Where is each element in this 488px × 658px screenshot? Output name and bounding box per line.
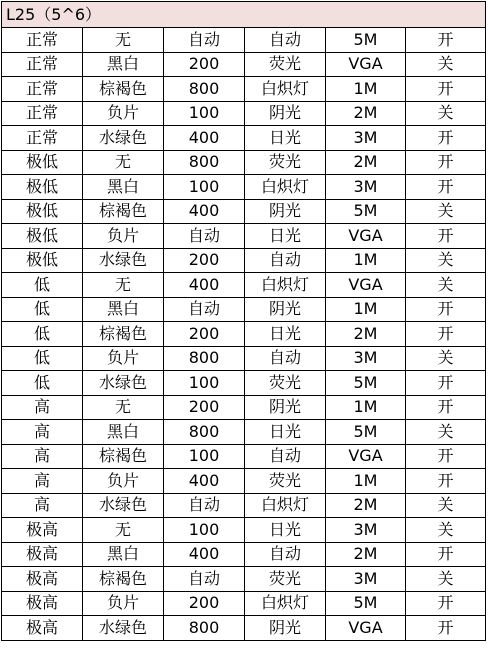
table-cell: 极低 (2, 150, 83, 175)
table-cell: 负片 (83, 346, 164, 371)
table-cell: 白炽灯 (245, 175, 326, 200)
table-cell: 低 (2, 322, 83, 347)
table-cell: 荧光 (245, 469, 326, 494)
table-cell: 负片 (83, 101, 164, 126)
table-cell: 正常 (2, 52, 83, 77)
table-cell: 日光 (245, 518, 326, 543)
table-cell: 开 (406, 322, 486, 347)
table-cell: 开 (406, 297, 486, 322)
table-cell: 3M (326, 567, 406, 592)
table-row (2, 322, 486, 347)
table-cell: 5M (326, 199, 406, 224)
table-cell: 白炽灯 (245, 493, 326, 518)
table-cell: 棕褐色 (83, 322, 164, 347)
table-cell: 阴光 (245, 616, 326, 641)
table-row (2, 567, 486, 592)
table-row (2, 28, 486, 53)
table-row (2, 346, 486, 371)
table-row (2, 77, 486, 102)
table-cell: 水绿色 (83, 126, 164, 151)
table-cell: 关 (406, 346, 486, 371)
table-cell: 开 (406, 150, 486, 175)
table-cell: 5M (326, 28, 406, 53)
table-cell: 1M (326, 77, 406, 102)
table-cell: 3M (326, 175, 406, 200)
table-cell: 开 (406, 175, 486, 200)
table-cell: 低 (2, 371, 83, 396)
table-cell: 1M (326, 297, 406, 322)
table-cell: 荧光 (245, 371, 326, 396)
table-cell: 正常 (2, 101, 83, 126)
table-cell: 800 (164, 616, 245, 641)
table-row (2, 371, 486, 396)
table-cell: 白炽灯 (245, 273, 326, 298)
table-cell: 负片 (83, 224, 164, 249)
table-cell: 2M (326, 493, 406, 518)
table-cell: 负片 (83, 469, 164, 494)
table-cell: 白炽灯 (245, 77, 326, 102)
table-cell: 水绿色 (83, 493, 164, 518)
table-cell: 荧光 (245, 52, 326, 77)
table-cell: 极低 (2, 248, 83, 273)
table-cell: 开 (406, 444, 486, 469)
table-cell: 200 (164, 248, 245, 273)
table-cell: 自动 (164, 493, 245, 518)
table-cell: 400 (164, 469, 245, 494)
table-cell: 日光 (245, 420, 326, 445)
table-cell: 黑白 (83, 420, 164, 445)
table-cell: 100 (164, 175, 245, 200)
table-row (2, 469, 486, 494)
table-cell: 无 (83, 395, 164, 420)
table-cell: 低 (2, 273, 83, 298)
table-cell: 自动 (245, 542, 326, 567)
table-cell: 低 (2, 346, 83, 371)
table-cell: 日光 (245, 224, 326, 249)
table-cell: 关 (406, 101, 486, 126)
table-row (2, 493, 486, 518)
table-cell: 5M (326, 420, 406, 445)
table-cell: 开 (406, 126, 486, 151)
table-row (2, 126, 486, 151)
table-cell: 水绿色 (83, 616, 164, 641)
table-row (2, 420, 486, 445)
table-cell: 1M (326, 248, 406, 273)
table-cell: 关 (406, 52, 486, 77)
table-cell: VGA (326, 52, 406, 77)
table-cell: VGA (326, 444, 406, 469)
table-cell: 极低 (2, 224, 83, 249)
table-row (2, 518, 486, 543)
table-cell: 阴光 (245, 297, 326, 322)
table-cell: 荧光 (245, 567, 326, 592)
table-cell: 阴光 (245, 101, 326, 126)
table-cell: 极高 (2, 591, 83, 616)
table-cell: 极低 (2, 175, 83, 200)
table-cell: 1M (326, 395, 406, 420)
table-row (2, 273, 486, 298)
table-cell: 负片 (83, 591, 164, 616)
table-cell: 100 (164, 444, 245, 469)
table-cell: 水绿色 (83, 248, 164, 273)
table-cell: 400 (164, 542, 245, 567)
table-cell: 无 (83, 273, 164, 298)
table-cell: 自动 (164, 224, 245, 249)
table-cell: 开 (406, 542, 486, 567)
table-cell: 关 (406, 248, 486, 273)
table-cell: 极高 (2, 616, 83, 641)
table-cell: 高 (2, 395, 83, 420)
table-cell: 2M (326, 150, 406, 175)
table-cell: 自动 (245, 444, 326, 469)
table-cell: 开 (406, 77, 486, 102)
table-cell: 高 (2, 420, 83, 445)
table-row (2, 591, 486, 616)
table-title: L25（5^6） (2, 2, 486, 28)
table-cell: VGA (326, 224, 406, 249)
table-cell: 极高 (2, 567, 83, 592)
table-cell: 5M (326, 591, 406, 616)
table-cell: 自动 (245, 28, 326, 53)
table-cell: 棕褐色 (83, 199, 164, 224)
table-row (2, 542, 486, 567)
table-cell: 开 (406, 224, 486, 249)
table-cell: 200 (164, 591, 245, 616)
table-cell: 日光 (245, 322, 326, 347)
table-cell: 正常 (2, 126, 83, 151)
table-cell: 关 (406, 493, 486, 518)
table-cell: 2M (326, 101, 406, 126)
table-cell: 800 (164, 420, 245, 445)
table-cell: 高 (2, 469, 83, 494)
table-cell: 极低 (2, 199, 83, 224)
table-cell: 棕褐色 (83, 567, 164, 592)
table-cell: 棕褐色 (83, 77, 164, 102)
table-cell: 关 (406, 518, 486, 543)
table-cell: 开 (406, 371, 486, 396)
table-cell: 低 (2, 297, 83, 322)
table-cell: 800 (164, 346, 245, 371)
table-cell: VGA (326, 616, 406, 641)
table-cell: 200 (164, 322, 245, 347)
table-cell: 200 (164, 395, 245, 420)
table-cell: 棕褐色 (83, 444, 164, 469)
table-cell: 自动 (245, 346, 326, 371)
table-row (2, 52, 486, 77)
table-cell: 800 (164, 150, 245, 175)
table-cell: 200 (164, 52, 245, 77)
table-cell: 自动 (164, 567, 245, 592)
table-cell: 正常 (2, 28, 83, 53)
table-body (2, 2, 486, 641)
table-cell: 100 (164, 518, 245, 543)
table-cell: 自动 (164, 28, 245, 53)
table-cell: 2M (326, 322, 406, 347)
table-cell: 黑白 (83, 52, 164, 77)
table-cell: 3M (326, 346, 406, 371)
table-cell: 自动 (164, 297, 245, 322)
table-cell: 日光 (245, 126, 326, 151)
table-cell: 400 (164, 199, 245, 224)
table-title-row (2, 2, 486, 28)
table-cell: 2M (326, 542, 406, 567)
table-cell: 关 (406, 420, 486, 445)
table-row (2, 150, 486, 175)
table-cell: 黑白 (83, 175, 164, 200)
table-cell: 1M (326, 469, 406, 494)
table-cell: 阴光 (245, 199, 326, 224)
table-cell: 关 (406, 567, 486, 592)
table-cell: 无 (83, 518, 164, 543)
table-row (2, 297, 486, 322)
table-row (2, 444, 486, 469)
orthogonal-array-table (1, 1, 486, 641)
table-row (2, 199, 486, 224)
table-cell: 黑白 (83, 542, 164, 567)
table-cell: 开 (406, 395, 486, 420)
table-row (2, 248, 486, 273)
table-cell: 开 (406, 469, 486, 494)
table-cell: 开 (406, 28, 486, 53)
table-row (2, 395, 486, 420)
table-cell: 400 (164, 273, 245, 298)
table-cell: 400 (164, 126, 245, 151)
table-cell: 荧光 (245, 150, 326, 175)
table-cell: 极高 (2, 518, 83, 543)
table-row (2, 101, 486, 126)
table-cell: 无 (83, 28, 164, 53)
orthogonal-table-container (1, 1, 487, 641)
table-row (2, 224, 486, 249)
table-cell: 阴光 (245, 395, 326, 420)
table-cell: 高 (2, 444, 83, 469)
table-cell: 3M (326, 518, 406, 543)
table-cell: 3M (326, 126, 406, 151)
table-cell: 关 (406, 199, 486, 224)
table-cell: VGA (326, 273, 406, 298)
table-cell: 5M (326, 371, 406, 396)
table-cell: 关 (406, 273, 486, 298)
table-cell: 黑白 (83, 297, 164, 322)
table-row (2, 175, 486, 200)
table-cell: 开 (406, 616, 486, 641)
table-cell: 极高 (2, 542, 83, 567)
table-cell: 开 (406, 591, 486, 616)
table-cell: 高 (2, 493, 83, 518)
table-cell: 800 (164, 77, 245, 102)
table-cell: 正常 (2, 77, 83, 102)
table-cell: 100 (164, 371, 245, 396)
table-cell: 自动 (245, 248, 326, 273)
table-cell: 100 (164, 101, 245, 126)
table-row (2, 616, 486, 641)
table-cell: 无 (83, 150, 164, 175)
table-cell: 白炽灯 (245, 591, 326, 616)
table-cell: 水绿色 (83, 371, 164, 396)
